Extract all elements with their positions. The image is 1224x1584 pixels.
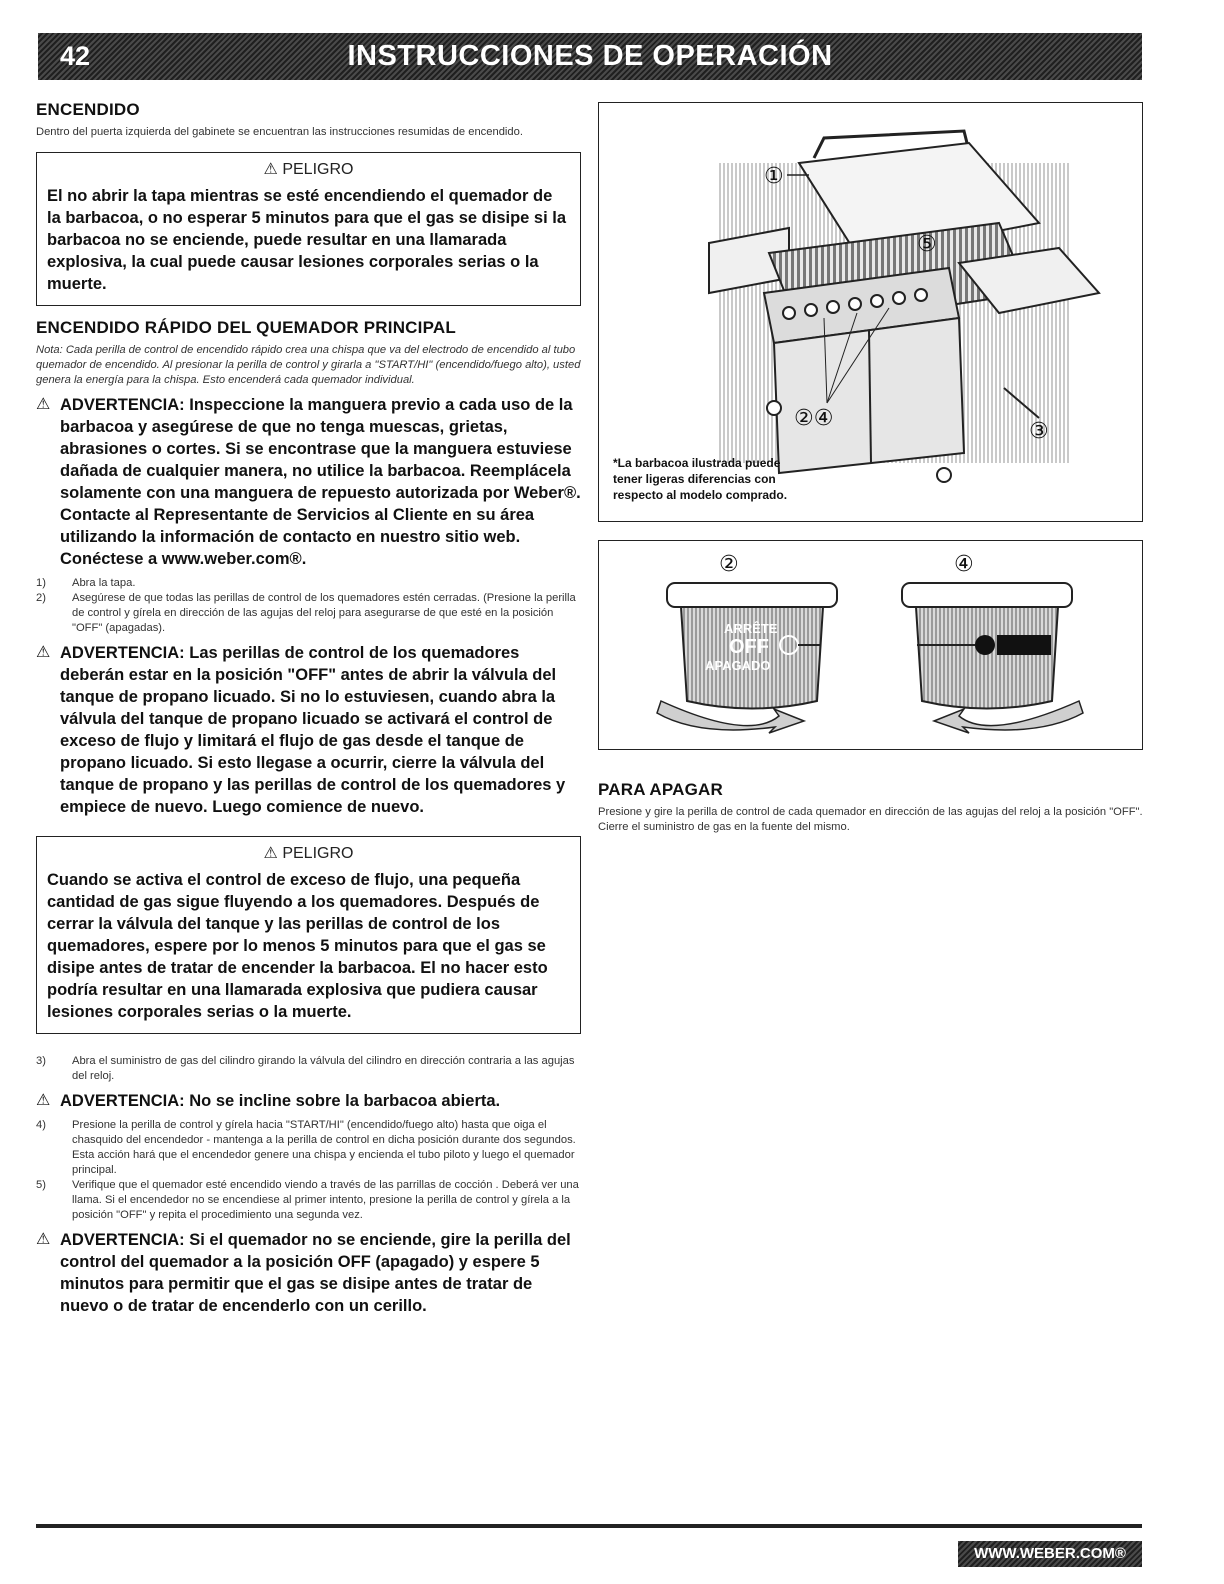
warning-hose-web: Conéctese a www.weber.com®.: [60, 550, 307, 568]
callout-3: ③: [1029, 419, 1049, 444]
warning-knobs-text: ADVERTENCIA: Las perillas de control de los quemadores deberán estar en la posición "OFF" antes de abrir la válvula del tanque de propano licuado. Si no lo estuviesen, cuando abra la válvula del tanque de propano licuado se activará el control de exceso de flujo y limitará el flujo de gas desde el tanque de propano licuado. Si esto llegase a ocurrir, cierre la válvula del tanque de propano y las perillas de control de los quemadores y empiece de nuevo. Luego comience de nuevo.: [60, 644, 566, 816]
left-column: [36, 100, 581, 1323]
step-item: [36, 1118, 581, 1178]
knob-label-2: ②: [719, 552, 739, 577]
warning-no-ignite-text: ADVERTENCIA: Si el quemador no se enciende, gire la perilla del control del quemador a la posición OFF (apagado) y espere 5 minutos para permitir que el gas se disipe antes de tratar de nuevo o de tratar de encenderlo con un cerillo.: [60, 1231, 571, 1315]
figure-caption: [613, 455, 787, 503]
caption-line: tener ligeras diferencias con: [613, 472, 776, 486]
warning-icon: ⚠: [36, 396, 51, 413]
step-number: 4): [36, 1119, 46, 1131]
step-item: [36, 1054, 581, 1084]
knob-off: [657, 583, 837, 733]
step-text: Abra el suministro de gas del cilindro girando la válvula del cilindro en dirección contraria a las agujas del reloj.: [72, 1055, 575, 1082]
rapido-note: Nota: Cada perilla de control de encendido rápido crea una chispa que va del electrodo de encendido al tubo quemador de encendido. Al presionar la perilla de control y girarla a "START/HI" (encendido/fuego alto), usted genera la energía para la chispa. Esto encenderá cada quemador individual.: [36, 344, 581, 386]
caster-wheel: [767, 401, 781, 415]
footer-website: WWW.WEBER.COM®: [958, 1541, 1142, 1567]
danger-box-1: [36, 152, 581, 306]
danger-text-2: Cuando se activa el control de exceso de flujo, una pequeña cantidad de gas sigue fluyendo a los quemadores. Después de cerrar la válvula del tanque y las perillas de control de los quemadores, espere por lo menos 5 minutos para que el gas se disipe antes de tratar de encender la barbacoa. El no hacer esto podría resultar en una llamarada explosiva que pudiera causar lesiones corporales serias o la muerte.: [47, 871, 548, 1021]
step-text: Asegúrese de que todas las perillas de control de los quemadores estén cerradas. (Presione la perilla de control y gírela en dirección de las agujas del reloj para asegurarse de que esté en la posición "OFF" (apagadas).: [72, 592, 576, 634]
warning-no-ignite: [36, 1229, 581, 1317]
callout-5: ⑤: [917, 232, 937, 257]
encendido-text: Dentro del puerta izquierda del gabinete se encuentran las instrucciones resumidas de encendido.: [36, 126, 523, 138]
right-column: [598, 102, 1143, 835]
knob-text-arrete: ARRÊTE: [724, 621, 778, 636]
knob-text-apagado: APAGADO: [705, 658, 771, 673]
footer-rule: [36, 1524, 1142, 1528]
knob-start-hi: [902, 583, 1083, 733]
warning-knobs: [36, 642, 581, 818]
warning-lean-text: ADVERTENCIA: No se incline sobre la barbacoa abierta.: [60, 1092, 501, 1110]
apagar-heading: PARA APAGAR: [598, 780, 723, 799]
danger-box-2: [36, 836, 581, 1034]
apagar-text: Presione y gire la perilla de control de cada quemador en dirección de las agujas del reloj a la posición "OFF". Cierre el suministro de gas en la fuente del mismo.: [598, 806, 1143, 833]
warning-icon: ⚠: [36, 644, 51, 661]
grill-figure: [598, 102, 1143, 522]
warning-hose: [36, 394, 581, 570]
step-number: 3): [36, 1055, 46, 1067]
step-text: Verifique que el quemador esté encendido viendo a través de las parrillas de cocción . Deberá ver una llama. Si el encendedor no se encendiese al primer intento, presione la perilla de control y gírela a la posición "OFF" y repita el procedimiento una segunda vez.: [72, 1179, 579, 1221]
step-item: [36, 576, 581, 591]
danger-text-1: El no abrir la tapa mientras se esté encendiendo el quemador de la barbacoa, o no esperar 5 minutos para que el gas se disipe si la barbacoa no se enciende, puede resultar en una llamarada explosiva, la cual puede causar lesiones corporales serias o la muerte.: [47, 187, 567, 293]
caster-wheel: [937, 468, 951, 482]
knob-illustration: [599, 541, 1144, 749]
knob-figure: [598, 540, 1143, 750]
danger-title-2: ⚠ PELIGRO: [263, 845, 354, 862]
page-header: [38, 33, 1142, 80]
step-item: [36, 1178, 581, 1223]
callout-2-4: ②④: [794, 406, 834, 431]
step-number: 2): [36, 592, 46, 604]
warning-icon: ⚠: [36, 1092, 51, 1109]
warning-hose-text: ADVERTENCIA: Inspeccione la manguera previo a cada uso de la barbacoa y asegúrese de que no tenga muescas, grietas, abrasiones o cortes. Si se encontrase que la manguera estuviese dañada de cualquier manera, no utilice la barbacoa. Reemplácela solamente con una manguera de repuesto autorizada por Weber®. Contacte al Representante de Servicios al Cliente en su área utilizando la información de contacto en nuestro sitio web.: [60, 396, 581, 546]
knob-label-4: ④: [954, 552, 974, 577]
step-item: [36, 591, 581, 636]
caption-line: *La barbacoa ilustrada puede: [613, 456, 781, 470]
step-text: Presione la perilla de control y gírela hacia "START/HI" (encendido/fuego alto) hasta que oiga el chasquido del encendedor - mantenga a la perilla de control en dicha posición durante dos segundos. Esta acción hará que el encendedor genere una chispa y encienda el tubo piloto y luego el quemador principal.: [72, 1119, 576, 1176]
page-title: INSTRUCCIONES DE OPERACIÓN: [347, 40, 833, 72]
warning-icon: ⚠: [36, 1231, 51, 1248]
warning-lean: [36, 1090, 581, 1112]
callout-1: ①: [764, 164, 784, 189]
step-text: Abra la tapa.: [72, 577, 136, 589]
rapido-heading: ENCENDIDO RÁPIDO DEL QUEMADOR PRINCIPAL: [36, 318, 456, 337]
danger-title-1: ⚠ PELIGRO: [263, 161, 354, 178]
step-number: 5): [36, 1179, 46, 1191]
knob-text-off: OFF: [729, 636, 769, 658]
step-number: 1): [36, 577, 46, 589]
caption-line: respecto al modelo comprado.: [613, 488, 788, 502]
page-number: 42: [60, 41, 91, 71]
encendido-heading: ENCENDIDO: [36, 100, 140, 119]
